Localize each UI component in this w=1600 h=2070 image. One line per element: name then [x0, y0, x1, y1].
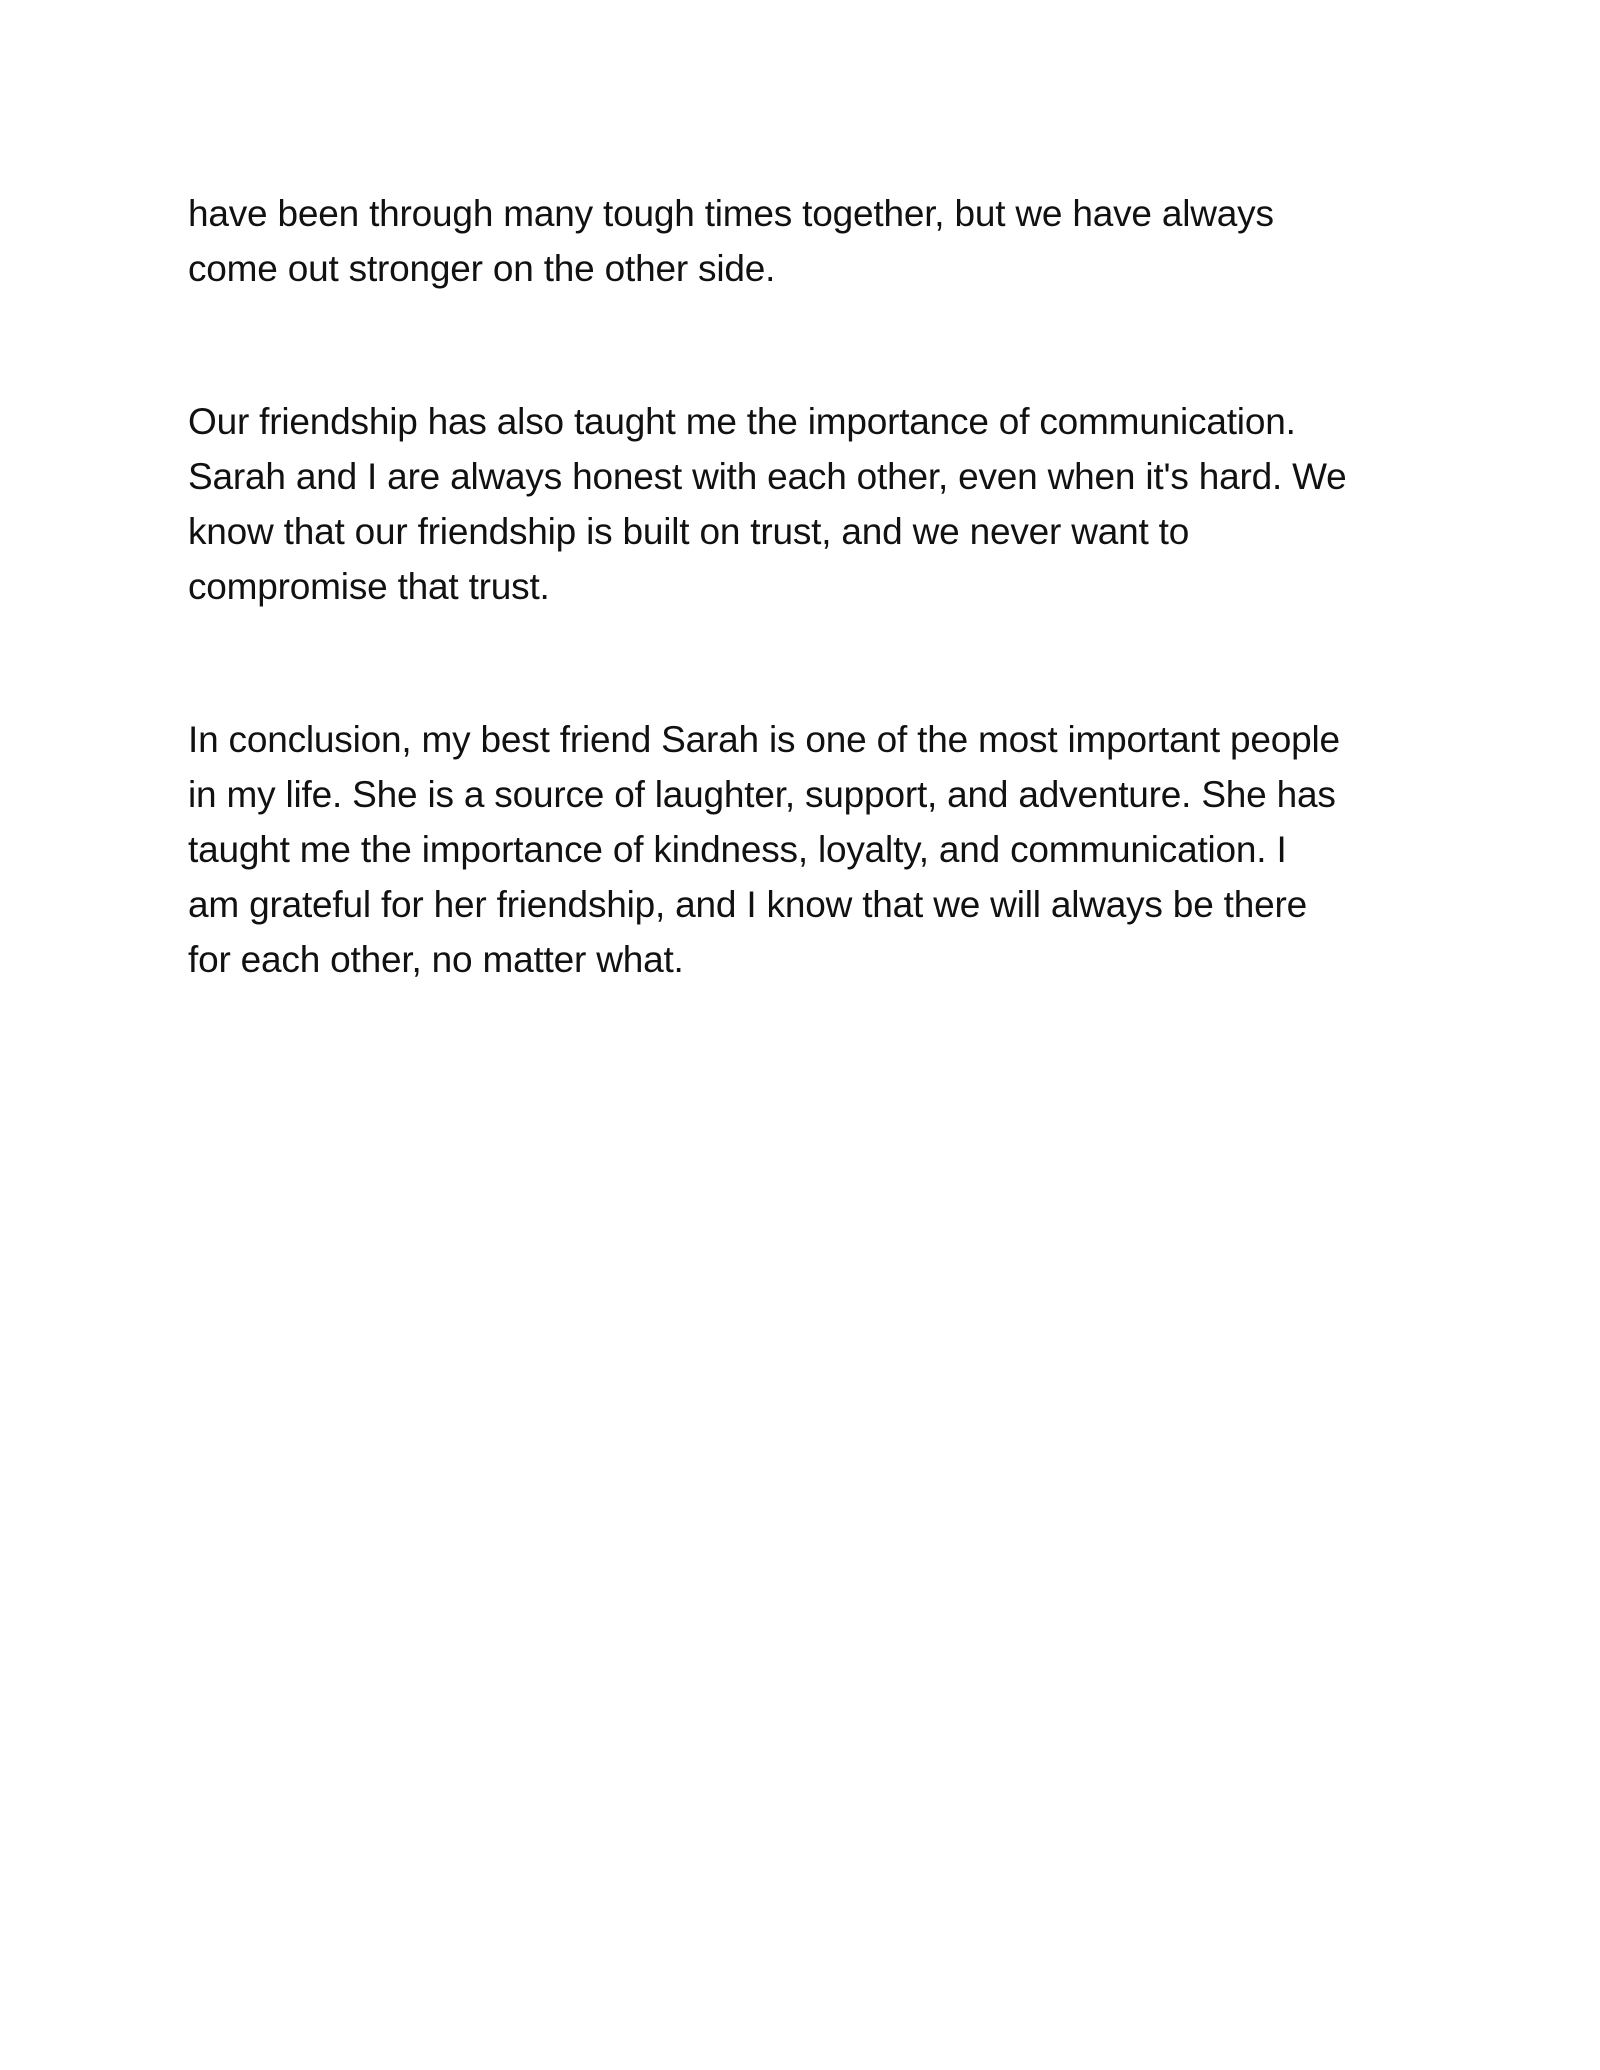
paragraph-3 — [188, 712, 1428, 987]
paragraph-line: come out stronger on the other side. — [188, 248, 776, 289]
paragraph-line: Sarah and I are always honest with each other, even when it's hard. We — [188, 456, 1347, 497]
paragraph-line: Our friendship has also taught me the importance of communication. — [188, 401, 1296, 442]
paragraph-1 — [188, 186, 1428, 296]
paragraph-line: taught me the importance of kindness, loyalty, and communication. I — [188, 829, 1287, 870]
paragraph-line: am grateful for her friendship, and I know that we will always be there — [188, 884, 1307, 925]
paragraph-line: compromise that trust. — [188, 566, 550, 607]
paragraph-line: in my life. She is a source of laughter, support, and adventure. She has — [188, 774, 1336, 815]
paragraph-line: In conclusion, my best friend Sarah is one of the most important people — [188, 719, 1340, 760]
paragraph-line: have been through many tough times together, but we have always — [188, 193, 1274, 234]
document-body — [188, 186, 1428, 987]
paragraph-2 — [188, 394, 1428, 614]
paragraph-line: know that our friendship is built on trust, and we never want to — [188, 511, 1190, 552]
paragraph-line: for each other, no matter what. — [188, 939, 684, 980]
